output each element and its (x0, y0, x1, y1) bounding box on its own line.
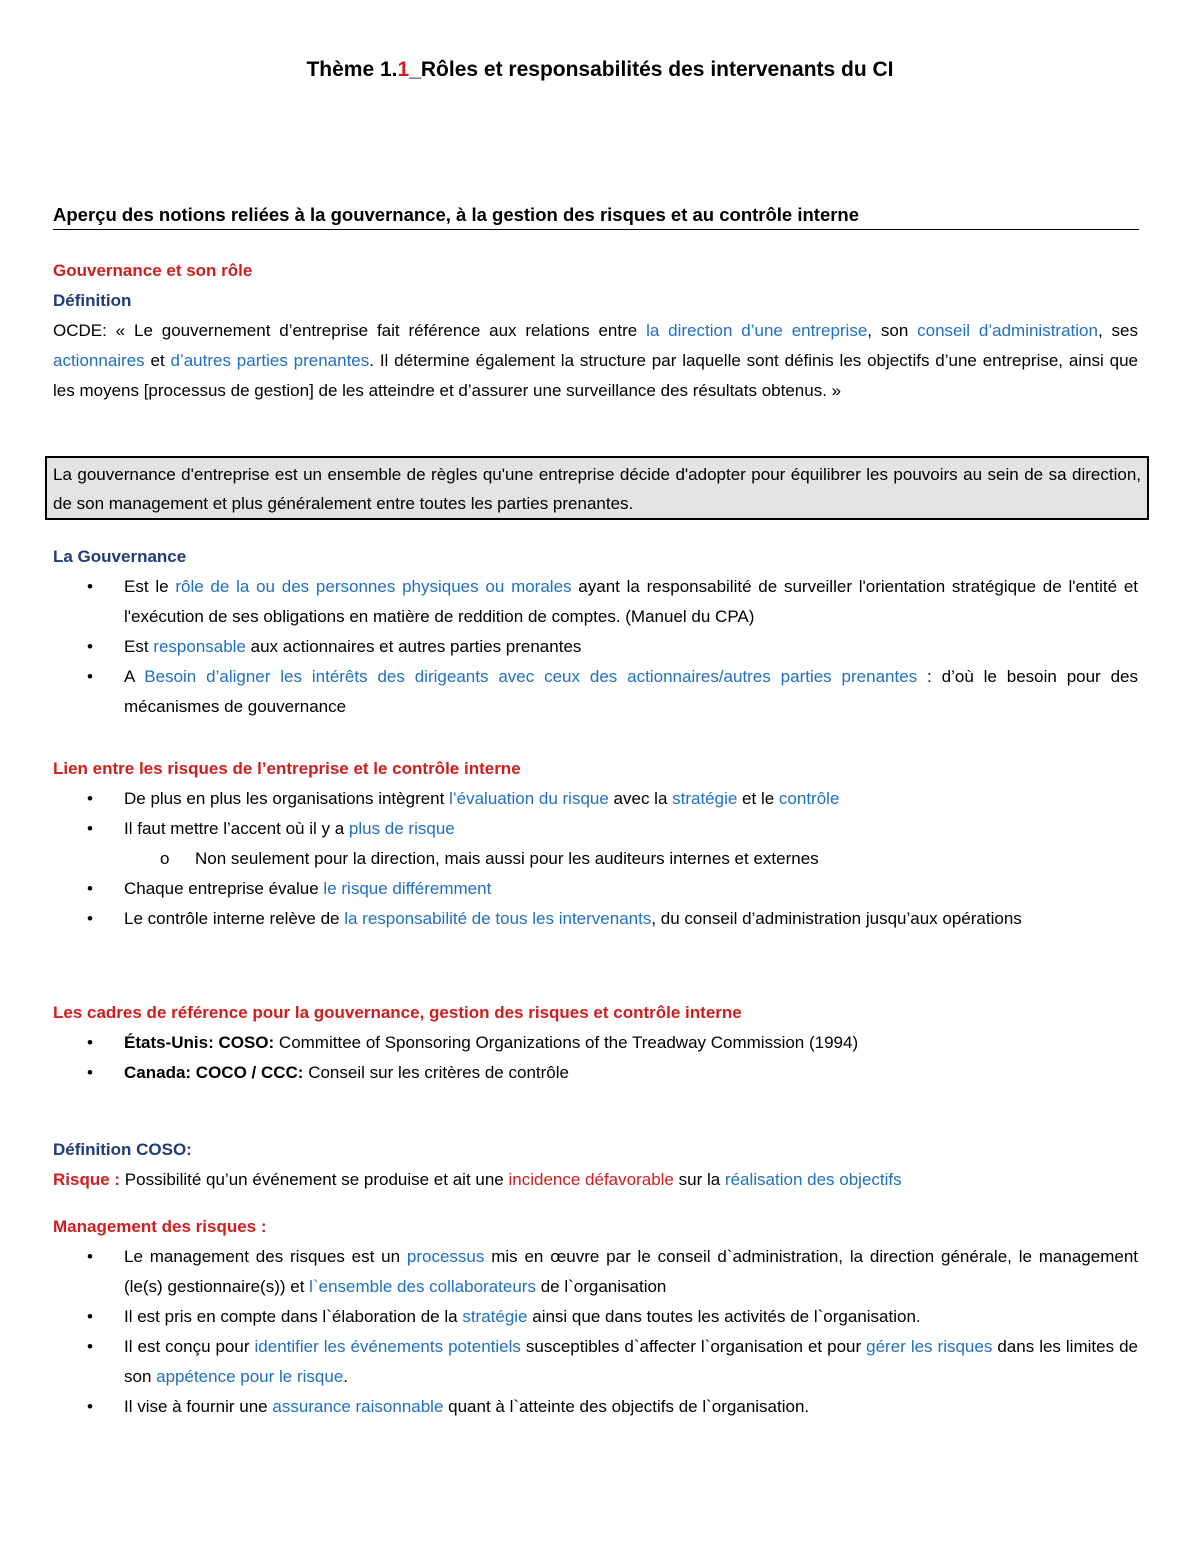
list-item: • Il est pris en compte dans l`élaboration de la stratégie ainsi que dans toutes les activités de l`organisation. (53, 1302, 1138, 1332)
list-item: • Il faut mettre l’accent où il y a plus de risque (53, 814, 1138, 844)
cadres-block (53, 998, 1138, 1088)
list-item: • Le management des risques est un processus mis en œuvre par le conseil d`administration, la direction générale, le management (le(s) gestionnaire(s)) et l`ensemble des collaborateurs de l`organisation (53, 1242, 1138, 1302)
la-gouvernance-list (53, 572, 1138, 722)
management-list (53, 1242, 1138, 1422)
list-item: • Canada: COCO / CCC: Conseil sur les critères de contrôle (53, 1058, 1138, 1088)
list-item: • États-Unis: COSO: Committee of Sponsoring Organizations of the Treadway Commission (1994) (53, 1028, 1138, 1058)
management-heading: Management des risques : (53, 1217, 267, 1236)
gouvernance-heading: Gouvernance et son rôle (53, 261, 253, 280)
list-item: • A Besoin d’aligner les intérêts des dirigeants avec ceux des actionnaires/autres parties prenantes : d’où le besoin pour des mécanismes de gouvernance (53, 662, 1138, 722)
coso-heading: Définition COSO: (53, 1140, 192, 1159)
page-title: Thème 1.1_Rôles et responsabilités des intervenants du CI (306, 58, 894, 81)
la-gouvernance-heading: La Gouvernance (53, 547, 187, 566)
list-item: • Chaque entreprise évalue le risque différemment (53, 874, 1138, 904)
cadres-heading: Les cadres de référence pour la gouvernance, gestion des risques et contrôle interne (53, 1003, 742, 1022)
management-block (53, 1212, 1138, 1422)
list-item: o Non seulement pour la direction, mais aussi pour les auditeurs internes et externes (53, 844, 1138, 874)
coso-block (53, 1135, 1138, 1195)
list-item: • Est le rôle de la ou des personnes physiques ou morales ayant la responsabilité de surveiller l'orientation stratégique de l'entité et l'exécution de ses obligations en matière de reddition de comptes. (Manuel du CPA) (53, 572, 1138, 632)
risque-definition: Risque : Possibilité qu’un événement se produise et ait une incidence défavorable sur la réalisation des objectifs (53, 1170, 902, 1189)
list-item: • Le contrôle interne relève de la responsabilité de tous les intervenants, du conseil d’administration jusqu’aux opérations (53, 904, 1138, 934)
lien-heading: Lien entre les risques de l’entreprise et le contrôle interne (53, 759, 521, 778)
list-item: • Il est conçu pour identifier les événements potentiels susceptibles d`affecter l`organisation et pour gérer les risques dans les limites de son appétence pour le risque. (53, 1332, 1138, 1392)
cadres-list (53, 1028, 1138, 1088)
lien-sublist (53, 844, 1138, 874)
lien-block (53, 754, 1138, 934)
list-item: • Il vise à fournir une assurance raisonnable quant à l`atteinte des objectifs de l`organisation. (53, 1392, 1138, 1422)
definition-box: La gouvernance d'entreprise est un ensemble de règles qu'une entreprise décide d'adopter pour équilibrer les pouvoirs au sein de sa direction, de son management et plus généralement entre toutes les parties prenantes. (45, 456, 1149, 520)
ocde-definition: OCDE: « Le gouvernement d’entreprise fait référence aux relations entre la direction d’une entreprise, son conseil d’administration, ses actionnaires et d’autres parties prenantes. Il détermine également la structure par laquelle sont définis les objectifs d’une entreprise, ainsi que les moyens [processus de gestion] de les atteindre et d’assurer une surveillance des résultats obtenus. » (53, 321, 1139, 400)
list-item: • Est responsable aux actionnaires et autres parties prenantes (53, 632, 1138, 662)
list-item: • De plus en plus les organisations intègrent l’évaluation du risque avec la stratégie et le contrôle (53, 784, 1138, 814)
gouvernance-block (53, 256, 1138, 406)
definition-heading: Définition (53, 291, 132, 310)
section-heading: Aperçu des notions reliées à la gouvernance, à la gestion des risques et au contrôle interne (53, 204, 1139, 230)
la-gouvernance-block (53, 542, 1138, 722)
lien-list-cont (53, 874, 1138, 934)
lien-list (53, 784, 1138, 844)
